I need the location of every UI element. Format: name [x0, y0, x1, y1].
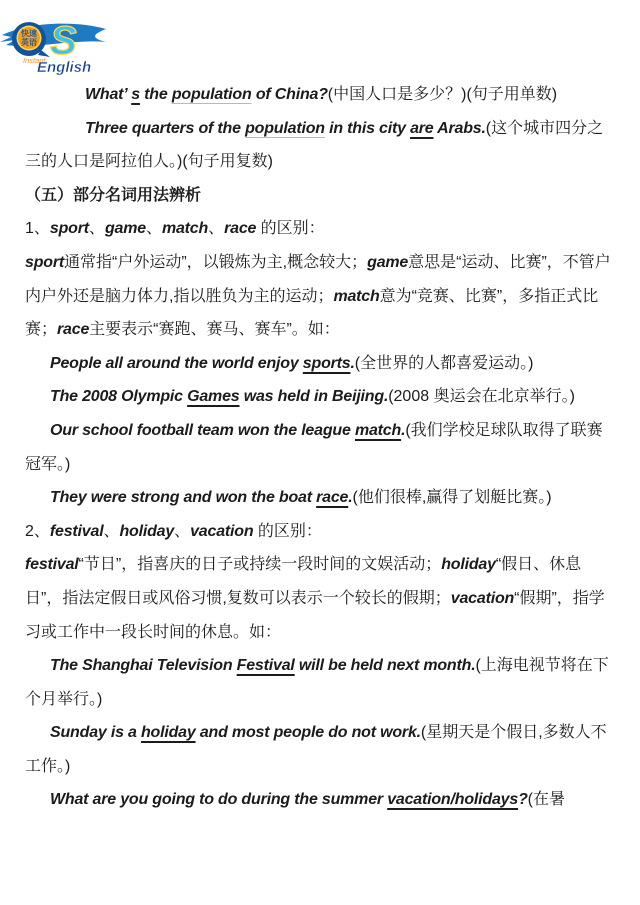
english-text: Festival [236, 657, 295, 675]
english-text: The 2008 Olympic [50, 388, 188, 406]
english-text: population [245, 119, 325, 137]
logo-badge-text-2: 英语 [21, 38, 37, 47]
english-text: . [348, 489, 353, 507]
english-text: What are you going to do during the summer [50, 791, 388, 809]
chinese-text: (全世界的人都喜爱运动。) [354, 354, 534, 372]
document-paragraph [25, 548, 615, 649]
chinese-text: (星期天是个假日,多数人不工作。) [25, 724, 607, 775]
chinese-text: “假期”，指学习或工作中一段长时间的休息。如： [25, 589, 605, 641]
english-text: They were strong and won the boat [50, 489, 317, 507]
english-text: People all around the world enjoy [50, 354, 303, 372]
english-text: Arabs. [433, 119, 486, 137]
document-paragraph [25, 380, 615, 414]
chinese-text: 1、 [25, 220, 50, 238]
chinese-text: “假日、休息日”，指法定假日或风俗习惯,复数可以表示一个较长的假期； [25, 556, 582, 607]
english-text: sports [302, 354, 351, 372]
english-text: Our school football team won the league [50, 421, 355, 439]
document-body [25, 78, 615, 817]
english-text: will be held next month. [294, 657, 476, 675]
english-text: vacation [450, 589, 515, 607]
english-text: and most people do not work. [195, 724, 421, 742]
chinese-text: 、 [145, 220, 162, 238]
english-text: festival [49, 522, 104, 540]
english-text: match [354, 421, 402, 439]
english-text: in this city [324, 119, 411, 137]
chinese-text: (上海电视节将在下个月举行。) [25, 657, 609, 708]
english-text: What’ [85, 86, 132, 103]
english-text: Three quarters of the [85, 119, 246, 137]
english-text: sport [49, 220, 89, 238]
document-paragraph [25, 414, 615, 481]
english-text: Games [187, 388, 240, 406]
english-text: match [333, 287, 380, 305]
document-paragraph [25, 212, 615, 246]
english-text: s [131, 86, 140, 103]
document-paragraph [25, 78, 615, 112]
english-text: festival [25, 556, 79, 574]
english-text: game [104, 220, 146, 238]
english-text: was held in Beijing. [239, 388, 389, 406]
document-paragraph [25, 649, 615, 716]
chinese-text: （五）部分名词用法辨析 [25, 186, 202, 204]
chinese-text: 意为“竞赛、比赛”，多指正式比赛； [25, 287, 599, 339]
logo-letter-s: S [50, 19, 77, 63]
english-text: race [57, 321, 90, 339]
english-text: vacation [190, 522, 254, 540]
english-text: of China? [251, 86, 328, 103]
chinese-text: 、 [208, 220, 225, 238]
brand-logo-graphic [0, 14, 118, 78]
chinese-text: “节日”，指喜庆的日子或持续一段时间的文娱活动； [78, 556, 442, 574]
document-paragraph [25, 783, 615, 817]
document-paragraph [25, 515, 615, 549]
chinese-text: 的区别： [256, 220, 325, 238]
english-text: are [410, 119, 434, 137]
chinese-text: 、 [88, 220, 105, 238]
english-text: race [316, 489, 349, 507]
english-text: Sunday is a [50, 724, 141, 742]
chinese-text: (他们很棒,赢得了划艇比赛。) [352, 489, 552, 507]
chinese-text: 通常指“户外运动”，以锻炼为主,概念较大； [64, 253, 368, 271]
english-text: holiday [119, 522, 175, 540]
english-text: game [367, 253, 409, 271]
english-text: ? [518, 791, 528, 809]
english-text: The Shanghai Television [50, 657, 237, 675]
document-paragraph [25, 246, 615, 347]
chinese-text: (在暑 [527, 791, 565, 809]
chinese-text: 、 [174, 522, 191, 540]
english-text: match [161, 220, 209, 238]
english-text: population [171, 86, 252, 103]
chinese-text: (这个城市四分之三的人口是阿拉伯人。)(句子用复数) [25, 119, 604, 171]
english-text: holiday [140, 724, 196, 742]
chinese-text: 的区别： [253, 522, 322, 540]
document-paragraph [25, 112, 615, 179]
english-text: sport [25, 253, 65, 271]
chinese-text: 、 [103, 522, 120, 540]
english-text: holiday [441, 556, 496, 574]
chinese-text: 2、 [25, 522, 50, 540]
english-text: . [401, 421, 406, 439]
logo-badge-text-1: 快速 [21, 29, 37, 38]
english-text: race [224, 220, 257, 238]
brand-logo [0, 14, 118, 78]
chinese-text: (我们学校足球队取得了联赛冠军。) [25, 421, 603, 473]
english-text: the [139, 86, 172, 103]
chinese-text: 主要表示“赛跑、赛马、赛车”。如： [89, 321, 340, 339]
logo-instant-text: Instant [23, 56, 46, 65]
english-text: vacation/holidays [387, 791, 519, 809]
logo-english-text: English [37, 59, 92, 76]
chinese-text: 意思是“运动、比赛”，不管户内户外还是脑力体力,指以胜负为主的运动； [25, 253, 611, 305]
document-paragraph [25, 179, 615, 213]
chinese-text: (2008 奥运会在北京举行。) [388, 388, 575, 406]
document-paragraph [25, 716, 615, 783]
chinese-text: (中国人口是多少？)(句子用单数) [327, 86, 558, 103]
document-paragraph [25, 347, 615, 381]
english-text: . [350, 354, 355, 372]
document-paragraph [25, 481, 615, 515]
